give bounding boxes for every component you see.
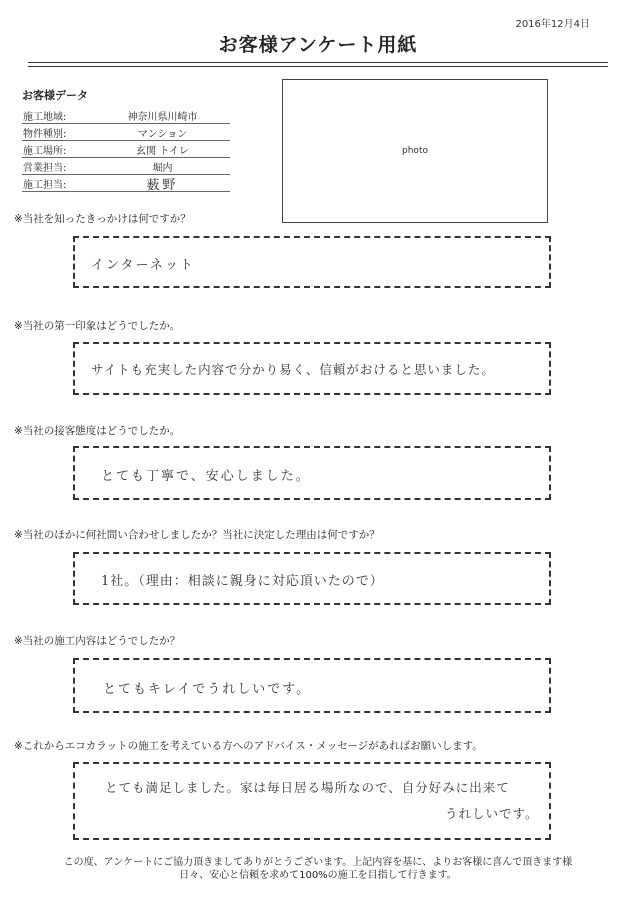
footer-line: この度、アンケートにご協力頂きましてありがとうございます。上記内容を基に、よりお客様に喜んで頂きます様 bbox=[63, 857, 573, 868]
question-first-impression: ※当社の第一印象はどうでしたか。 bbox=[14, 320, 181, 332]
answer-text: インターネット bbox=[91, 258, 195, 273]
answer-box-advice-message bbox=[73, 762, 551, 840]
customer-row-installer bbox=[22, 175, 230, 192]
answer-text: とてもキレイでうれしいです。 bbox=[103, 682, 312, 697]
answer-box-other-companies bbox=[73, 552, 551, 605]
answer-box-first-impression bbox=[73, 342, 551, 395]
customer-row-value: 堀内 bbox=[152, 162, 173, 174]
question-advice-message: ※これからエコカラットの施工を考えている方へのアドバイス・メッセージがあればお願いします。 bbox=[14, 740, 483, 752]
photo-placeholder bbox=[282, 79, 548, 223]
customer-row-value-handwritten: 薮野 bbox=[146, 176, 179, 194]
question-how-found: ※当社を知ったきっかけは何ですか？ bbox=[14, 213, 191, 225]
customer-row-label: 施工場所: bbox=[23, 145, 67, 157]
customer-row-value: 玄関 トイレ bbox=[136, 145, 189, 157]
customer-data-heading: お客様データ bbox=[22, 89, 88, 102]
footer-message bbox=[22, 856, 614, 882]
answer-text: サイトも充実した内容で分かり易く、信頼がおけると思いました。 bbox=[91, 362, 495, 377]
answer-box-customer-service bbox=[73, 446, 551, 500]
answer-text: とても満足しました。家は毎日居る場所なので、自分好みに出来て bbox=[105, 780, 510, 795]
customer-row-property-type bbox=[22, 124, 230, 141]
customer-row-label: 営業担当: bbox=[23, 162, 67, 174]
answer-text: とても丁寧で、安心しました。 bbox=[101, 469, 311, 484]
photo-label: photo bbox=[402, 146, 428, 156]
customer-row-label: 物件種別: bbox=[23, 128, 67, 140]
answer-box-work-quality bbox=[73, 658, 551, 713]
customer-row-label: 施工担当: bbox=[23, 179, 67, 191]
survey-date: 2016年12月4日 bbox=[515, 19, 590, 30]
answer-text: うれしいです。 bbox=[445, 806, 539, 821]
customer-row-value: マンション bbox=[137, 128, 188, 140]
answer-box-how-found bbox=[73, 236, 551, 288]
question-work-quality: ※当社の施工内容はどうでしたか？ bbox=[14, 635, 181, 647]
customer-row-value: 神奈川県川崎市 bbox=[127, 111, 198, 123]
answer-text: 1社。（理由：相談に親身に対応頂いたので） bbox=[101, 574, 384, 589]
customer-data-table bbox=[22, 107, 230, 192]
footer-line: 日々、安心と信頼を求めて100%の施工を目指して行きます。 bbox=[179, 870, 457, 881]
customer-row-area bbox=[22, 107, 230, 124]
question-other-companies: ※当社のほかに何社問い合わせしましたか？当社に決定した理由は何ですか？ bbox=[14, 529, 380, 541]
customer-row-location bbox=[22, 141, 230, 158]
page-title: お客様アンケート用紙 bbox=[28, 30, 608, 63]
question-customer-service: ※当社の接客態度はどうでしたか。 bbox=[14, 425, 181, 437]
customer-row-label: 施工地域: bbox=[23, 111, 67, 123]
